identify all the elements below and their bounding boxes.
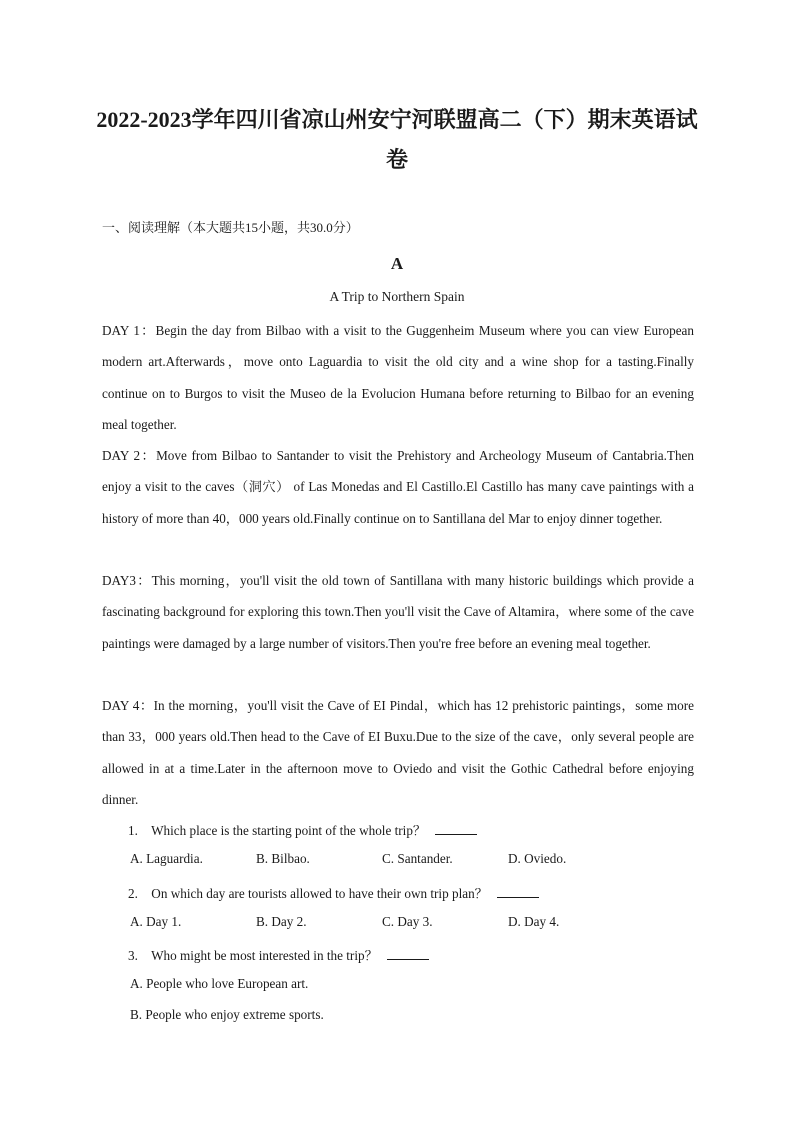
option-a[interactable]: A. People who love European art.: [130, 976, 309, 991]
question-text: On which day are tourists allowed to have their own trip plan？: [151, 886, 488, 901]
option-b[interactable]: B. Bilbao.: [256, 851, 310, 866]
passage-letter: A: [390, 254, 404, 273]
question-text: Who might be most interested in the trip？: [151, 948, 378, 963]
passage-title: A Trip to Northern Spain: [329, 289, 465, 304]
option-d[interactable]: D. Day 4.: [508, 914, 560, 929]
option-b[interactable]: B. Day 2.: [256, 914, 307, 929]
option-c[interactable]: C. Santander.: [382, 851, 453, 866]
question-text: Which place is the starting point of the whole trip？: [151, 823, 427, 838]
option-b[interactable]: B. People who enjoy extreme sports.: [130, 1007, 324, 1022]
answer-blank[interactable]: [387, 947, 429, 960]
question-number: 1.: [128, 823, 138, 838]
answer-blank[interactable]: [435, 822, 477, 835]
question-2: [128, 883, 539, 902]
question-number: 2.: [128, 886, 138, 901]
question-3: [128, 945, 429, 964]
question-1: [128, 820, 477, 839]
page-title: 2022-2023学年四川省凉山州安宁河联盟高二（下）期末英语试卷: [96, 107, 698, 172]
option-a[interactable]: A. Laguardia.: [130, 851, 203, 866]
passage-day-4: DAY 4：In the morning，you'll visit the Cave of EI Pindal，which has 12 prehistoric paintings，some more than 33，000 years old.Then head to the Cave of EI Buxu.Due to the size of the cave，only several people are allowed in at a time.Later in the afternoon move to Oviedo and visit the Gothic Cathedral before enjoying dinner.: [102, 698, 694, 807]
option-c[interactable]: C. Day 3.: [382, 914, 433, 929]
option-d[interactable]: D. Oviedo.: [508, 851, 567, 866]
passage-day-3: DAY3：This morning，you'll visit the old town of Santillana with many historic buildings which provide a fascinating background for exploring this town.Then you'll visit the Cave of Altamira，where some of the cave paintings were damaged by a large number of visitors.Then you're free before an evening meal together.: [102, 573, 694, 651]
passage-day-1: DAY 1：Begin the day from Bilbao with a visit to the Guggenheim Museum where you can view European modern art.Afterwards，move onto Laguardia to visit the old city and a wine shop for a tasting.Finally continue on to Burgos to visit the Museo de la Evolucion Humana before returning to Bilbao for an evening meal together.: [102, 323, 694, 432]
section-heading: 一、阅读理解（本大题共15小题，共30.0分）: [102, 220, 359, 235]
passage-day-2: DAY 2：Move from Bilbao to Santander to visit the Prehistory and Archeology Museum of Cantabria.Then enjoy a visit to the caves（洞穴） of Las Monedas and El Castillo.El Castillo has many cave paintings with a history of more than 40，000 years old.Finally continue on to Santillana del Mar to enjoy dinner together.: [102, 448, 694, 526]
option-a[interactable]: A. Day 1.: [130, 914, 182, 929]
question-number: 3.: [128, 948, 138, 963]
answer-blank[interactable]: [497, 885, 539, 898]
